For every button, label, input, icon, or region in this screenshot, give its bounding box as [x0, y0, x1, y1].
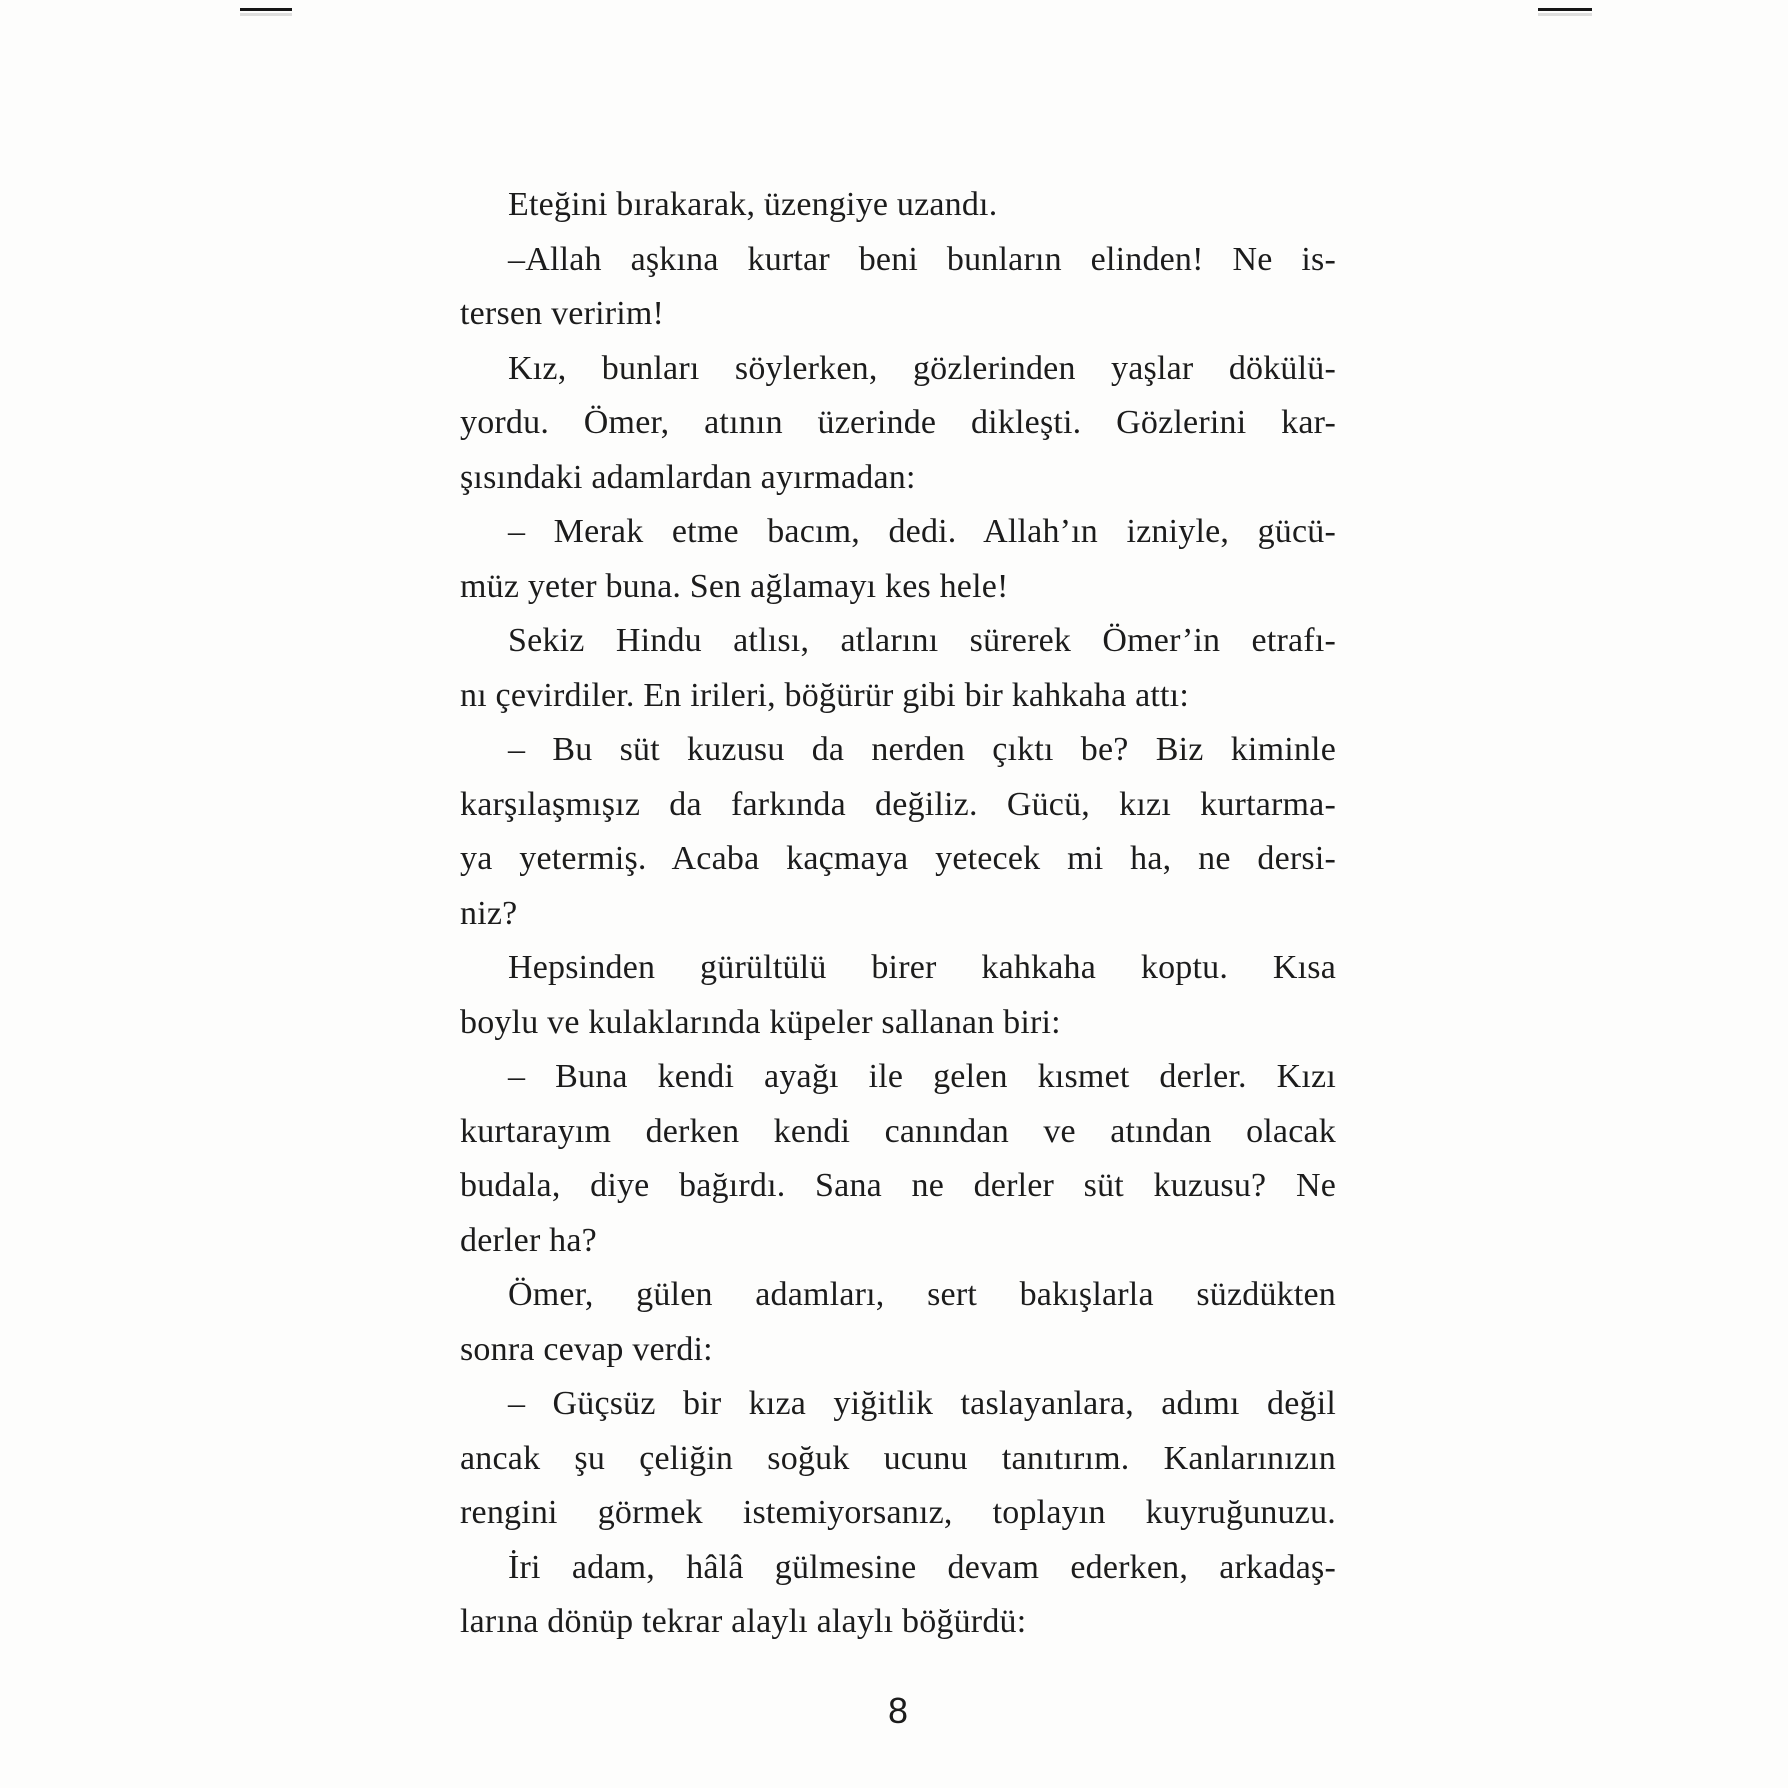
text-line: – Merak etme bacım, dedi. Allah’ın izniyle, gücü-: [508, 513, 1336, 550]
text-line: – Güçsüz bir kıza yiğitlik taslayanlara, adımı değil: [508, 1385, 1336, 1422]
trim-mark-right: [1538, 8, 1592, 11]
text-line: rengini görmek istemiyorsanız, toplayın kuyruğunuzu.: [460, 1494, 1336, 1531]
text-line: Sekiz Hindu atlısı, atlarını sürerek Ömer’in etrafı-: [508, 622, 1336, 659]
text-line: tersen veririm!: [460, 295, 665, 332]
page-number: 8: [887, 1690, 909, 1731]
text-line: şısındaki adamlardan ayırmadan:: [460, 458, 916, 496]
text-line: yordu. Ömer, atının üzerinde dikleşti. Gözlerini kar-: [460, 404, 1336, 441]
text-line: derler ha?: [460, 1221, 597, 1259]
text-line: Eteğini bırakarak, üzengiye uzandı.: [508, 186, 998, 223]
text-line: niz?: [460, 894, 518, 932]
text-block: [460, 178, 1336, 1650]
text-line: Kız, bunları söylerken, gözlerinden yaşlar dökülü-: [508, 349, 1336, 387]
text-line: karşılaşmışız da farkında değiliz. Gücü, kızı kurtarma-: [460, 785, 1336, 823]
text-line: nı çevirdiler. En irileri, böğürür gibi bir kahkaha attı:: [460, 676, 1189, 714]
text-line: –Allah aşkına kurtar beni bunların elinden! Ne is-: [508, 240, 1336, 278]
text-line: ancak şu çeliğin soğuk ucunu tanıtırım. Kanlarınızın: [460, 1439, 1336, 1477]
text-line: müz yeter buna. Sen ağlamayı kes hele!: [460, 567, 1009, 605]
text-line: Hepsinden gürültülü birer kahkaha koptu. Kısa: [508, 949, 1336, 986]
text-line: ya yetermiş. Acaba kaçmaya yetecek mi ha, ne dersi-: [460, 840, 1336, 877]
trim-mark-left: [240, 8, 292, 11]
text-line: larına dönüp tekrar alaylı alaylı böğürdü:: [460, 1603, 1027, 1640]
text-line: İri adam, hâlâ gülmesine devam ederken, arkadaş-: [508, 1548, 1336, 1586]
text-line: boylu ve kulaklarında küpeler sallanan biri:: [460, 1003, 1061, 1041]
text-line: kurtarayım derken kendi canından ve atından olacak: [460, 1112, 1336, 1150]
text-line: sonra cevap verdi:: [460, 1330, 713, 1368]
text-line: budala, diye bağırdı. Sana ne derler süt kuzusu? Ne: [460, 1167, 1336, 1204]
text-line: – Buna kendi ayağı ile gelen kısmet derler. Kızı: [508, 1058, 1336, 1095]
text-line: – Bu süt kuzusu da nerden çıktı be? Biz kiminle: [508, 731, 1336, 768]
text-line: Ömer, gülen adamları, sert bakışlarla süzdükten: [508, 1276, 1336, 1313]
